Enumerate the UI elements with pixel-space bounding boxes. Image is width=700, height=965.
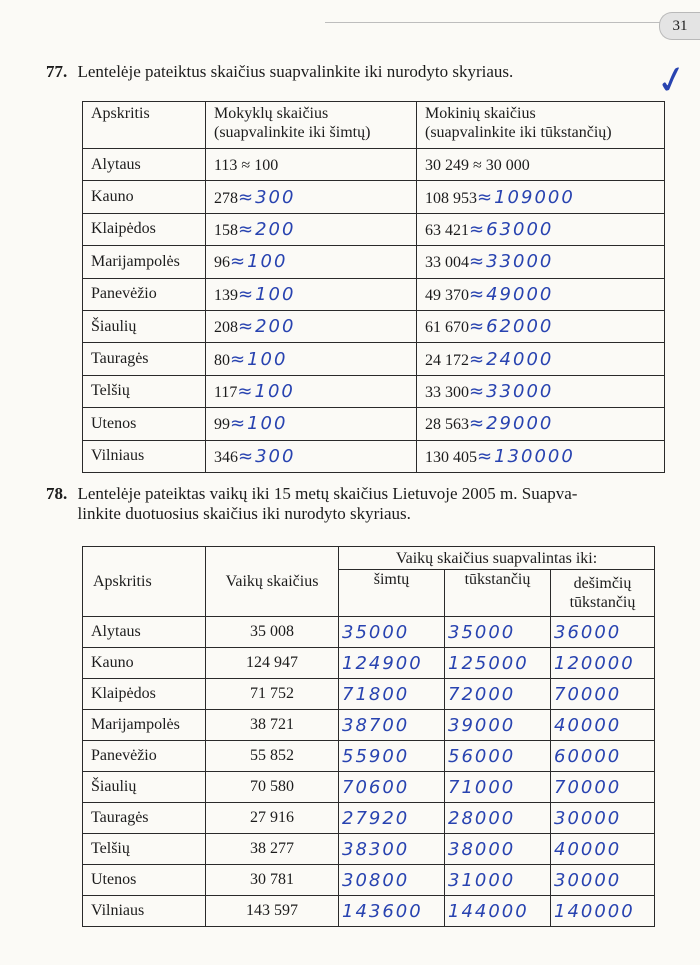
table-row	[83, 213, 665, 245]
answer-cell-t	[445, 710, 551, 741]
table-row	[83, 617, 655, 648]
schools-cell	[206, 181, 417, 213]
table-row	[83, 865, 655, 896]
schools-answer[interactable]: ≈100	[238, 283, 296, 305]
answer-cell-t	[445, 648, 551, 679]
table-row	[83, 375, 665, 407]
answer-cell-h	[339, 865, 445, 896]
answer-t[interactable]: 71000	[448, 776, 516, 798]
county-cell: Klaipėdos	[83, 213, 206, 245]
county-cell: Kauno	[83, 648, 206, 679]
students-cell	[417, 278, 665, 310]
answer-t[interactable]: 38000	[448, 838, 516, 860]
answer-cell-t	[445, 679, 551, 710]
schools-cell	[206, 408, 417, 440]
children-cell: 27 916	[206, 803, 339, 834]
answer-cell-tt	[551, 834, 655, 865]
answer-cell-tt	[551, 803, 655, 834]
checkmark-icon: ✓	[652, 57, 692, 105]
schools-cell	[206, 149, 417, 181]
answer-t[interactable]: 31000	[448, 869, 516, 891]
answer-cell-h	[339, 617, 445, 648]
county-cell: Alytaus	[83, 149, 206, 181]
students-answer[interactable]: ≈24000	[469, 348, 554, 370]
students-answer[interactable]: ≈130000	[477, 445, 575, 467]
schools-cell	[206, 375, 417, 407]
table-row	[83, 181, 665, 213]
table-header-row	[83, 547, 655, 570]
answer-h[interactable]: 71800	[342, 683, 410, 705]
answer-tt[interactable]: 60000	[554, 745, 622, 767]
children-cell: 71 752	[206, 679, 339, 710]
answer-cell-h	[339, 741, 445, 772]
answer-cell-h	[339, 772, 445, 803]
answer-tt[interactable]: 30000	[554, 869, 622, 891]
table-row	[83, 246, 665, 278]
county-cell: Šiaulių	[83, 310, 206, 342]
table-header-row	[83, 102, 665, 149]
schools-answer[interactable]: ≈300	[238, 445, 296, 467]
header-hundreds: šimtų	[339, 570, 445, 617]
answer-t[interactable]: 56000	[448, 745, 516, 767]
county-cell: Telšių	[83, 834, 206, 865]
exercise-77-heading	[46, 62, 513, 82]
students-cell	[417, 440, 665, 472]
students-value: 28 563	[425, 416, 469, 434]
students-cell	[417, 343, 665, 375]
students-answer[interactable]: ≈49000	[469, 283, 554, 305]
students-value: 108 953	[425, 189, 477, 207]
schools-value: 346	[214, 448, 238, 466]
students-value: 130 405	[425, 448, 477, 466]
county-cell: Kauno	[83, 181, 206, 213]
table-row	[83, 710, 655, 741]
table-row	[83, 310, 665, 342]
header-students-line1: Mokinių skaičius	[425, 105, 536, 122]
exercise-78-heading	[46, 484, 577, 524]
answer-h[interactable]: 70600	[342, 776, 410, 798]
header-children: Vaikų skaičius	[206, 547, 339, 617]
children-cell: 30 781	[206, 865, 339, 896]
header-tenthousands-line1: dešimčių	[573, 575, 632, 592]
table-row	[83, 679, 655, 710]
students-value: 33 004	[425, 254, 469, 272]
schools-value: 113 ≈ 100	[214, 157, 279, 175]
students-answer[interactable]: ≈63000	[469, 218, 554, 240]
answer-cell-h	[339, 834, 445, 865]
county-cell: Utenos	[83, 408, 206, 440]
children-cell: 38 721	[206, 710, 339, 741]
students-value: 49 370	[425, 286, 469, 304]
county-cell: Alytaus	[83, 617, 206, 648]
answer-t[interactable]: 35000	[448, 621, 516, 643]
answer-tt[interactable]: 40000	[554, 714, 622, 736]
children-cell: 35 008	[206, 617, 339, 648]
answer-cell-tt	[551, 772, 655, 803]
schools-answer[interactable]: ≈200	[238, 316, 296, 338]
answer-cell-t	[445, 803, 551, 834]
schools-value: 117	[214, 383, 238, 401]
answer-h[interactable]: 38300	[342, 838, 410, 860]
schools-cell	[206, 343, 417, 375]
answer-cell-tt	[551, 741, 655, 772]
answer-tt[interactable]: 30000	[554, 807, 622, 829]
answer-cell-t	[445, 617, 551, 648]
county-cell: Tauragės	[83, 803, 206, 834]
answer-cell-h	[339, 803, 445, 834]
answer-cell-h	[339, 896, 445, 927]
table-row	[83, 149, 665, 181]
answer-cell-t	[445, 865, 551, 896]
header-students	[417, 102, 665, 149]
county-cell: Panevėžio	[83, 278, 206, 310]
students-answer[interactable]: ≈33000	[469, 251, 554, 273]
county-cell: Šiaulių	[83, 772, 206, 803]
children-cell: 70 580	[206, 772, 339, 803]
students-value: 24 172	[425, 351, 469, 369]
answer-h[interactable]: 38700	[342, 714, 410, 736]
students-value: 61 670	[425, 319, 469, 337]
header-schools	[206, 102, 417, 149]
table-row	[83, 896, 655, 927]
table-row	[83, 278, 665, 310]
table-row	[83, 408, 665, 440]
schools-cell	[206, 213, 417, 245]
exercise-78-table	[82, 546, 655, 927]
header-schools-line1: Mokyklų skaičius	[214, 105, 329, 122]
table-row	[83, 648, 655, 679]
answer-tt[interactable]: 40000	[554, 838, 622, 860]
answer-tt[interactable]: 70000	[554, 683, 622, 705]
header-thousands: tūkstančių	[445, 570, 551, 617]
header-group: Vaikų skaičius suapvalintas iki:	[339, 547, 655, 570]
students-cell	[417, 246, 665, 278]
exercise-78-text-line1: Lentelėje pateiktas vaikų iki 15 metų skaičius Lietuvoje 2005 m. Suapva-	[77, 484, 578, 503]
county-cell: Utenos	[83, 865, 206, 896]
schools-value: 139	[214, 286, 238, 304]
students-value: 63 421	[425, 221, 469, 239]
exercise-77-number: 77.	[46, 62, 68, 81]
top-rule	[325, 22, 660, 23]
students-value: 30 249 ≈ 30 000	[425, 157, 530, 175]
county-cell: Marijampolės	[83, 246, 206, 278]
answer-t[interactable]: 39000	[448, 714, 516, 736]
county-cell: Klaipėdos	[83, 679, 206, 710]
children-cell: 143 597	[206, 896, 339, 927]
answer-cell-h	[339, 679, 445, 710]
answer-cell-tt	[551, 896, 655, 927]
children-cell: 124 947	[206, 648, 339, 679]
students-cell	[417, 149, 665, 181]
answer-tt[interactable]: 36000	[554, 621, 622, 643]
page-number: 31	[659, 12, 700, 40]
county-cell: Panevėžio	[83, 741, 206, 772]
answer-t[interactable]: 125000	[448, 652, 529, 674]
answer-tt[interactable]: 140000	[554, 900, 635, 922]
answer-cell-t	[445, 834, 551, 865]
county-cell: Telšių	[83, 375, 206, 407]
exercise-77-text: Lentelėje pateiktus skaičius suapvalinkite iki nurodyto skyriaus.	[77, 62, 514, 81]
answer-t[interactable]: 28000	[448, 807, 516, 829]
students-answer[interactable]: ≈33000	[469, 380, 554, 402]
answer-cell-tt	[551, 710, 655, 741]
answer-cell-tt	[551, 679, 655, 710]
schools-value: 96	[214, 254, 230, 272]
schools-cell	[206, 440, 417, 472]
exercise-77-table	[82, 101, 665, 473]
table-row	[83, 834, 655, 865]
exercise-78-text-line2: linkite duotuosius skaičius iki nurodyto skyriaus.	[77, 504, 411, 523]
header-schools-line2: (suapvalinkite iki šimtų)	[214, 124, 371, 141]
table-row	[83, 440, 665, 472]
answer-h[interactable]: 55900	[342, 745, 410, 767]
answer-h[interactable]: 143600	[342, 900, 423, 922]
answer-cell-t	[445, 896, 551, 927]
answer-tt[interactable]: 70000	[554, 776, 622, 798]
students-cell	[417, 310, 665, 342]
table-row	[83, 741, 655, 772]
table-row	[83, 803, 655, 834]
answer-cell-tt	[551, 648, 655, 679]
schools-answer[interactable]: ≈100	[237, 380, 295, 402]
schools-answer[interactable]: ≈100	[230, 348, 288, 370]
header-tenthousands-line2: tūkstančių	[569, 594, 636, 611]
header-tenthousands	[551, 570, 655, 617]
students-cell	[417, 375, 665, 407]
answer-cell-t	[445, 772, 551, 803]
schools-value: 99	[214, 416, 230, 434]
students-answer[interactable]: ≈109000	[477, 186, 575, 208]
answer-cell-h	[339, 710, 445, 741]
answer-t[interactable]: 144000	[448, 900, 529, 922]
answer-h[interactable]: 27920	[342, 807, 410, 829]
answer-cell-t	[445, 741, 551, 772]
answer-cell-tt	[551, 865, 655, 896]
children-cell: 55 852	[206, 741, 339, 772]
schools-cell	[206, 310, 417, 342]
students-answer[interactable]: ≈29000	[469, 413, 554, 435]
schools-cell	[206, 278, 417, 310]
schools-cell	[206, 246, 417, 278]
schools-answer[interactable]: ≈100	[230, 251, 288, 273]
students-cell	[417, 408, 665, 440]
answer-h[interactable]: 35000	[342, 621, 410, 643]
county-cell: Vilniaus	[83, 440, 206, 472]
students-answer[interactable]: ≈62000	[469, 316, 554, 338]
exercise-78-number: 78.	[46, 484, 68, 503]
schools-answer[interactable]: ≈300	[238, 186, 296, 208]
answer-h[interactable]: 124900	[342, 652, 423, 674]
answer-h[interactable]: 30800	[342, 869, 410, 891]
county-cell: Marijampolės	[83, 710, 206, 741]
schools-value: 80	[214, 351, 230, 369]
children-cell: 38 277	[206, 834, 339, 865]
students-value: 33 300	[425, 383, 469, 401]
county-cell: Vilniaus	[83, 896, 206, 927]
students-cell	[417, 181, 665, 213]
answer-cell-tt	[551, 617, 655, 648]
table-row	[83, 772, 655, 803]
schools-answer[interactable]: ≈200	[238, 218, 296, 240]
table-row	[83, 343, 665, 375]
header-county: Apskritis	[83, 547, 206, 617]
answer-t[interactable]: 72000	[448, 683, 516, 705]
header-students-line2: (suapvalinkite iki tūkstančių)	[425, 124, 612, 141]
header-county: Apskritis	[83, 102, 206, 149]
county-cell: Tauragės	[83, 343, 206, 375]
schools-answer[interactable]: ≈100	[230, 413, 288, 435]
schools-value: 208	[214, 319, 238, 337]
students-cell	[417, 213, 665, 245]
schools-value: 158	[214, 221, 238, 239]
schools-value: 278	[214, 189, 238, 207]
exercise-78-text	[78, 484, 578, 524]
answer-cell-h	[339, 648, 445, 679]
answer-tt[interactable]: 120000	[554, 652, 635, 674]
